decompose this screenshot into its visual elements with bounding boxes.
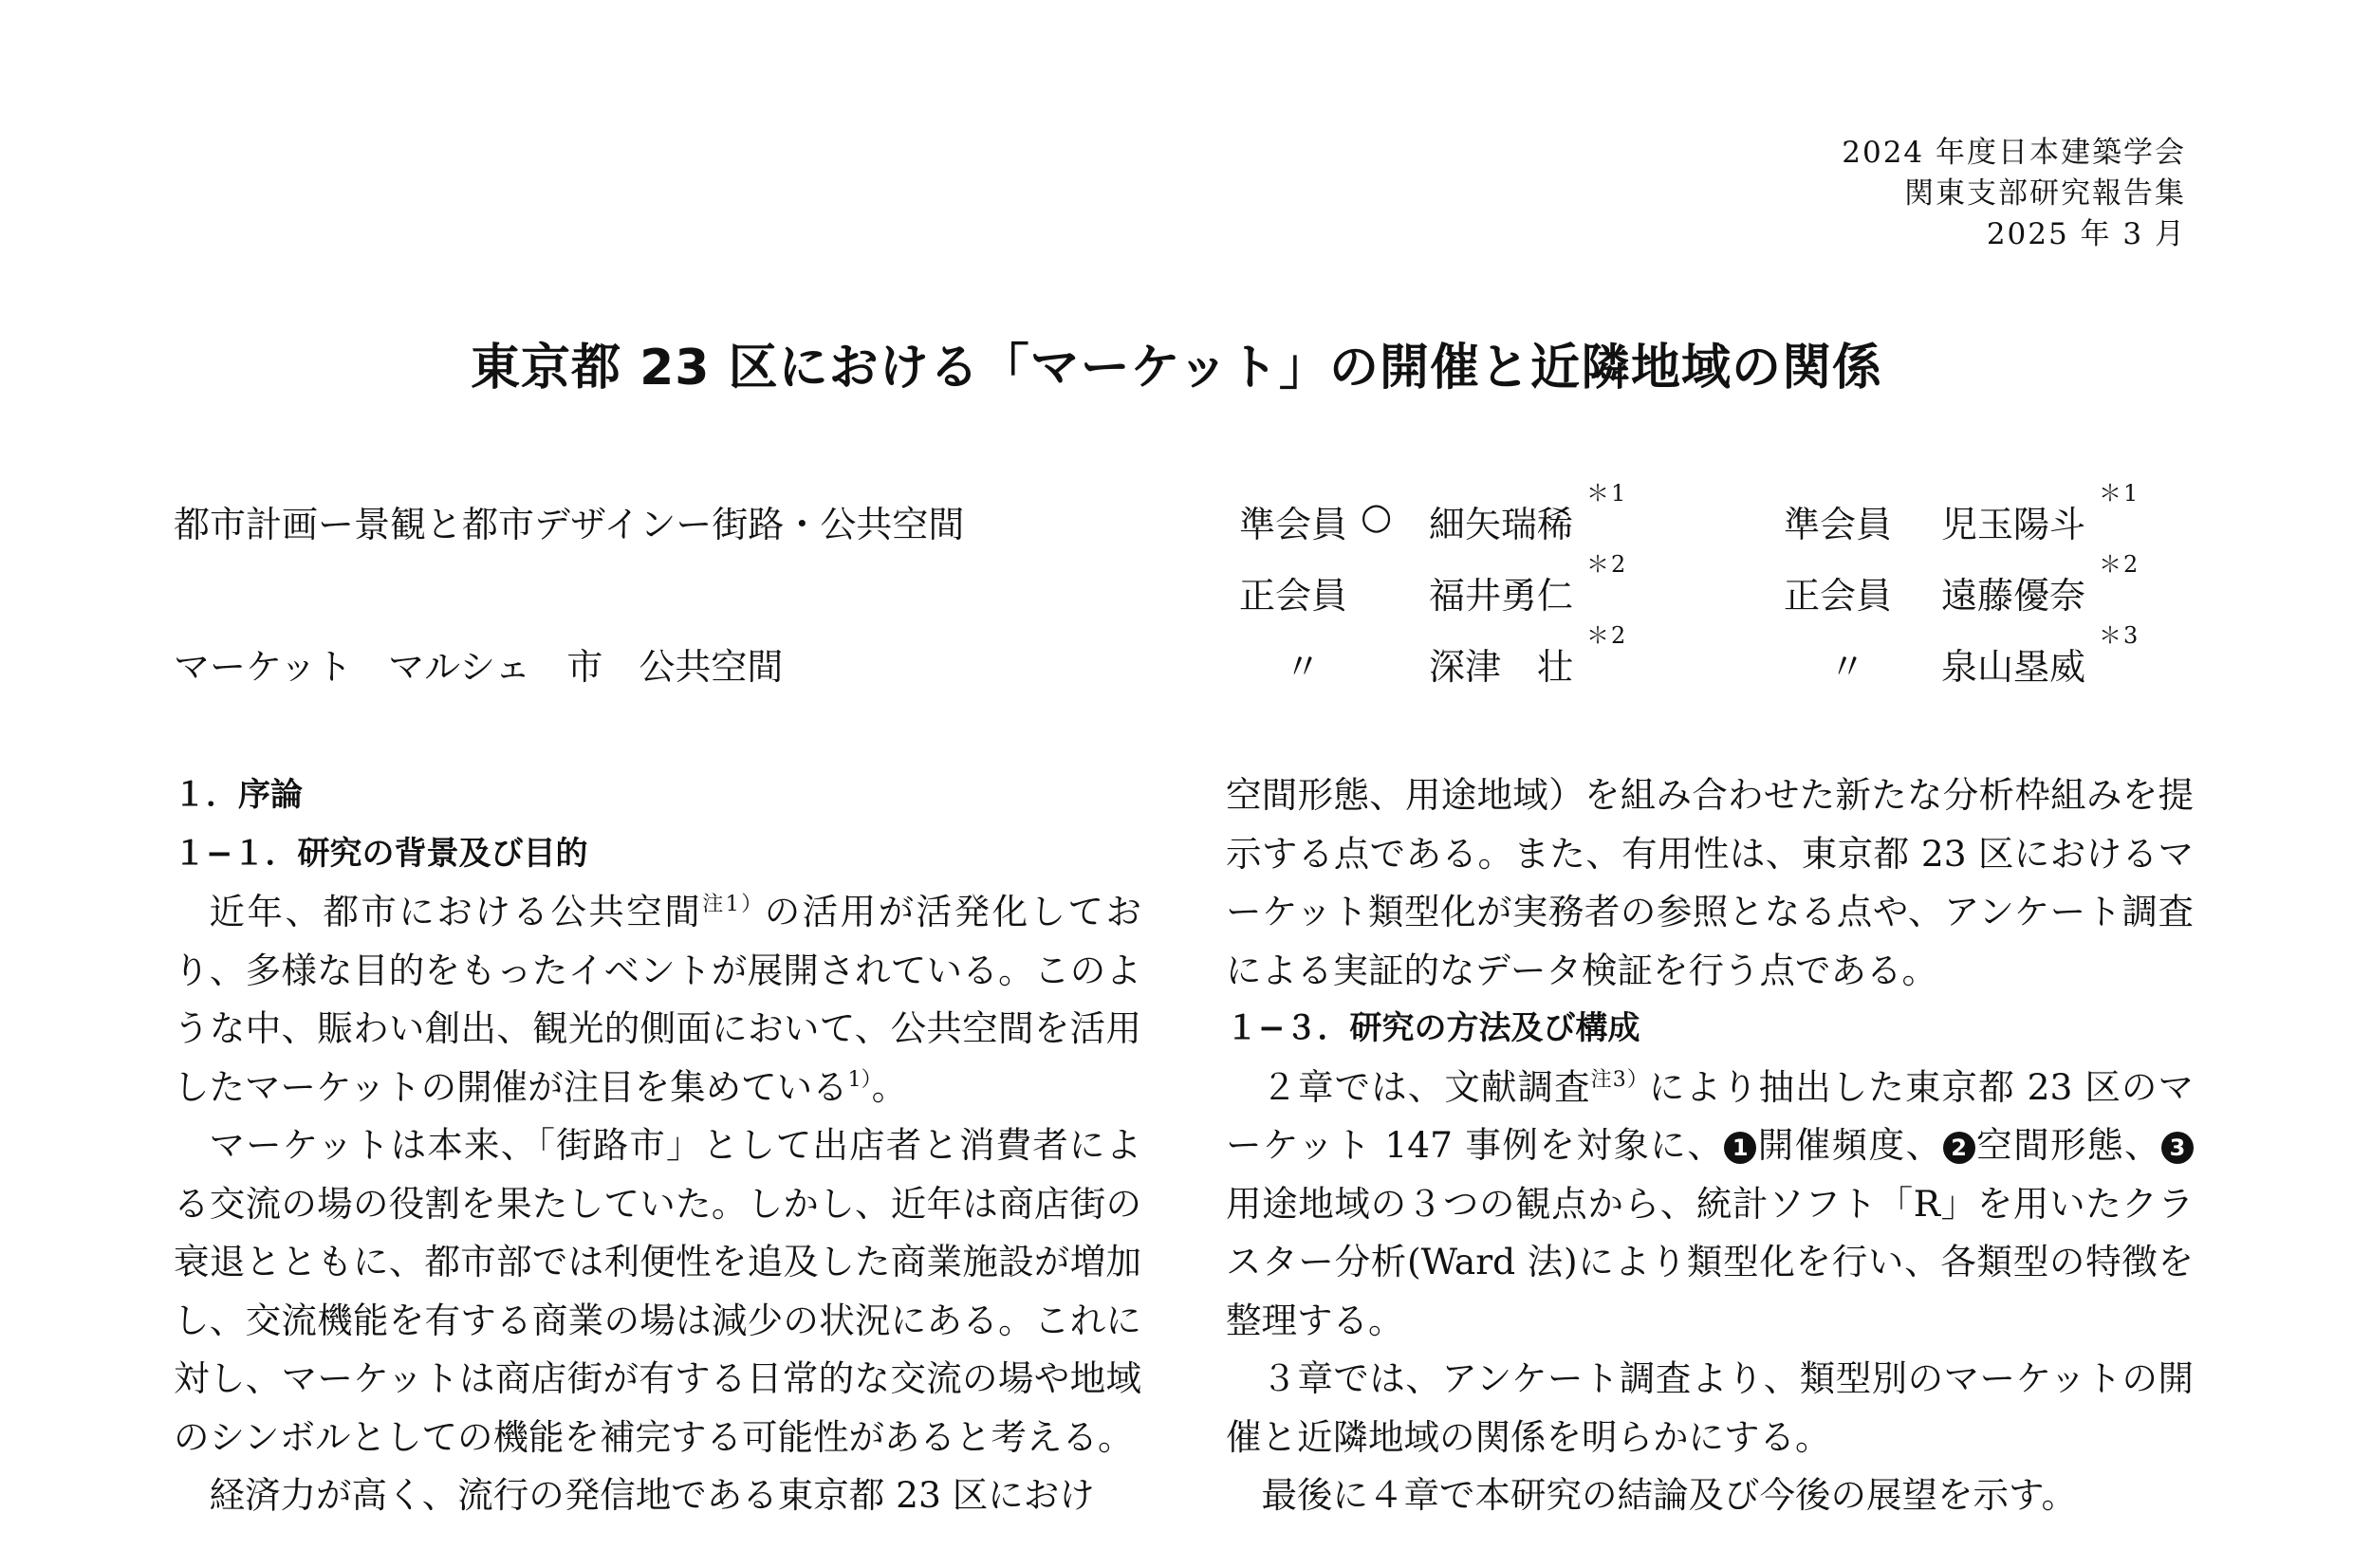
proceedings-date: 2025 年 3 月 xyxy=(1986,217,2186,251)
paragraph-text: 近年、都市における公共空間 xyxy=(209,891,703,932)
paragraph xyxy=(174,883,1141,1116)
footnote-marker: 注1） xyxy=(702,893,765,916)
author-name: 深津 壮 xyxy=(1429,646,1574,688)
paragraph-text: 開催頻度、 xyxy=(1756,1124,1943,1166)
subsection-heading: １−３．研究の方法及び構成 xyxy=(1226,1009,1640,1047)
author-role: 正会員 xyxy=(1239,575,1348,617)
paragraph-text: により抽出した東京都 23 区のマーケット 147 事例を対象に、 xyxy=(1226,1065,2195,1166)
affiliation-mark: ＊3 xyxy=(2099,622,2140,649)
proceedings-info xyxy=(1842,133,2186,255)
author-name: 細矢瑞稀 xyxy=(1429,504,1574,545)
author-role: 正会員 xyxy=(1784,575,1893,617)
author-role: 準会員 xyxy=(1784,504,1893,545)
affiliation-mark: ＊2 xyxy=(2099,551,2140,578)
author-role: 準会員 xyxy=(1239,504,1348,545)
author-name: 遠藤優奈 xyxy=(1941,575,2086,617)
paragraph-text: 。 xyxy=(871,1065,908,1108)
author-role: 〃 xyxy=(1829,646,1866,688)
proceedings-line-2: 関東支部研究報告集 xyxy=(1904,176,2186,211)
body-column-right xyxy=(1226,766,2194,1525)
presenter-mark: ○ xyxy=(1361,495,1393,537)
paragraph-text: 空間形態、 xyxy=(1974,1124,2162,1166)
circled-number-2: 2 xyxy=(1943,1132,1975,1164)
paragraph: 最後に４章で本研究の結論及び今後の展望を示す。 xyxy=(1261,1474,2077,1516)
author-role: 〃 xyxy=(1285,646,1322,688)
author-name: 児玉陽斗 xyxy=(1941,504,2086,545)
circled-number-3: 3 xyxy=(2161,1132,2194,1164)
author-name: 泉山塁威 xyxy=(1941,646,2086,688)
affiliation-mark: ＊1 xyxy=(1586,480,1628,507)
author-name: 福井勇仁 xyxy=(1429,575,1574,617)
affiliation-mark: ＊2 xyxy=(1586,622,1628,649)
paragraph: 経済力が高く、流行の発信地である東京都 23 区におけ xyxy=(209,1474,1095,1516)
body-column-left xyxy=(174,766,1141,1525)
affiliation-mark: ＊1 xyxy=(2099,480,2140,507)
proceedings-line-1: 2024 年度日本建築学会 xyxy=(1842,136,2186,170)
paragraph: ３章では、アンケート調査より、類型別のマーケットの開催と近隣地域の関係を明らかにする。 xyxy=(1226,1357,2194,1458)
paragraph xyxy=(1226,1059,2194,1351)
paragraph-text: 用途地域の３つの観点から、統計ソフト「R」を用いたクラスター分析(Ward 法)により類型化を行い、各類型の特徴を整理する。 xyxy=(1226,1182,2194,1341)
section-heading: １．序論 xyxy=(174,776,303,814)
paragraph: 空間形態、用途地域）を組み合わせた新たな分析枠組みを提示する点である。また、有用性は、東京都 23 区におけるマーケット類型化が実務者の参照となる点や、アンケート調査による実証的なデータ検証を行う点である。 xyxy=(1226,774,2194,991)
subsection-heading: １−１．研究の背景及び目的 xyxy=(174,834,588,873)
keywords: マーケット マルシェ 市 公共空間 xyxy=(174,646,784,688)
affiliation-mark: ＊2 xyxy=(1586,551,1628,578)
paper-title: 東京都 23 区における「マーケット」の開催と近隣地域の関係 xyxy=(471,340,1882,397)
circled-number-1: 1 xyxy=(1724,1132,1756,1164)
subject-classification: 都市計画ー景観と都市デザインー街路・公共空間 xyxy=(174,504,965,545)
reference-marker: 1） xyxy=(847,1067,872,1092)
paragraph-text: ２章では、文献調査 xyxy=(1261,1065,1591,1108)
footnote-marker: 注3） xyxy=(1590,1067,1649,1092)
paragraph: マーケットは本来、「街路市」として出店者と消費者による交流の場の役割を果たしていた。しかし、近年は商店街の衰退とともに、都市部では利便性を追及した商業施設が増加し、交流機能を有する商業の場は減少の状況にある。これに対し、マーケットは商店街が有する日常的な交流の場や地域のシンボルとしての機能を補完する可能性があると考える。 xyxy=(174,1124,1141,1458)
paragraph-text: の活用が活発化しており、多様な目的をもったイベントが展開されている。このような中、賑わい創出、観光的側面において、公共空間を活用したマーケットの開催が注目を集めている xyxy=(174,891,1142,1108)
